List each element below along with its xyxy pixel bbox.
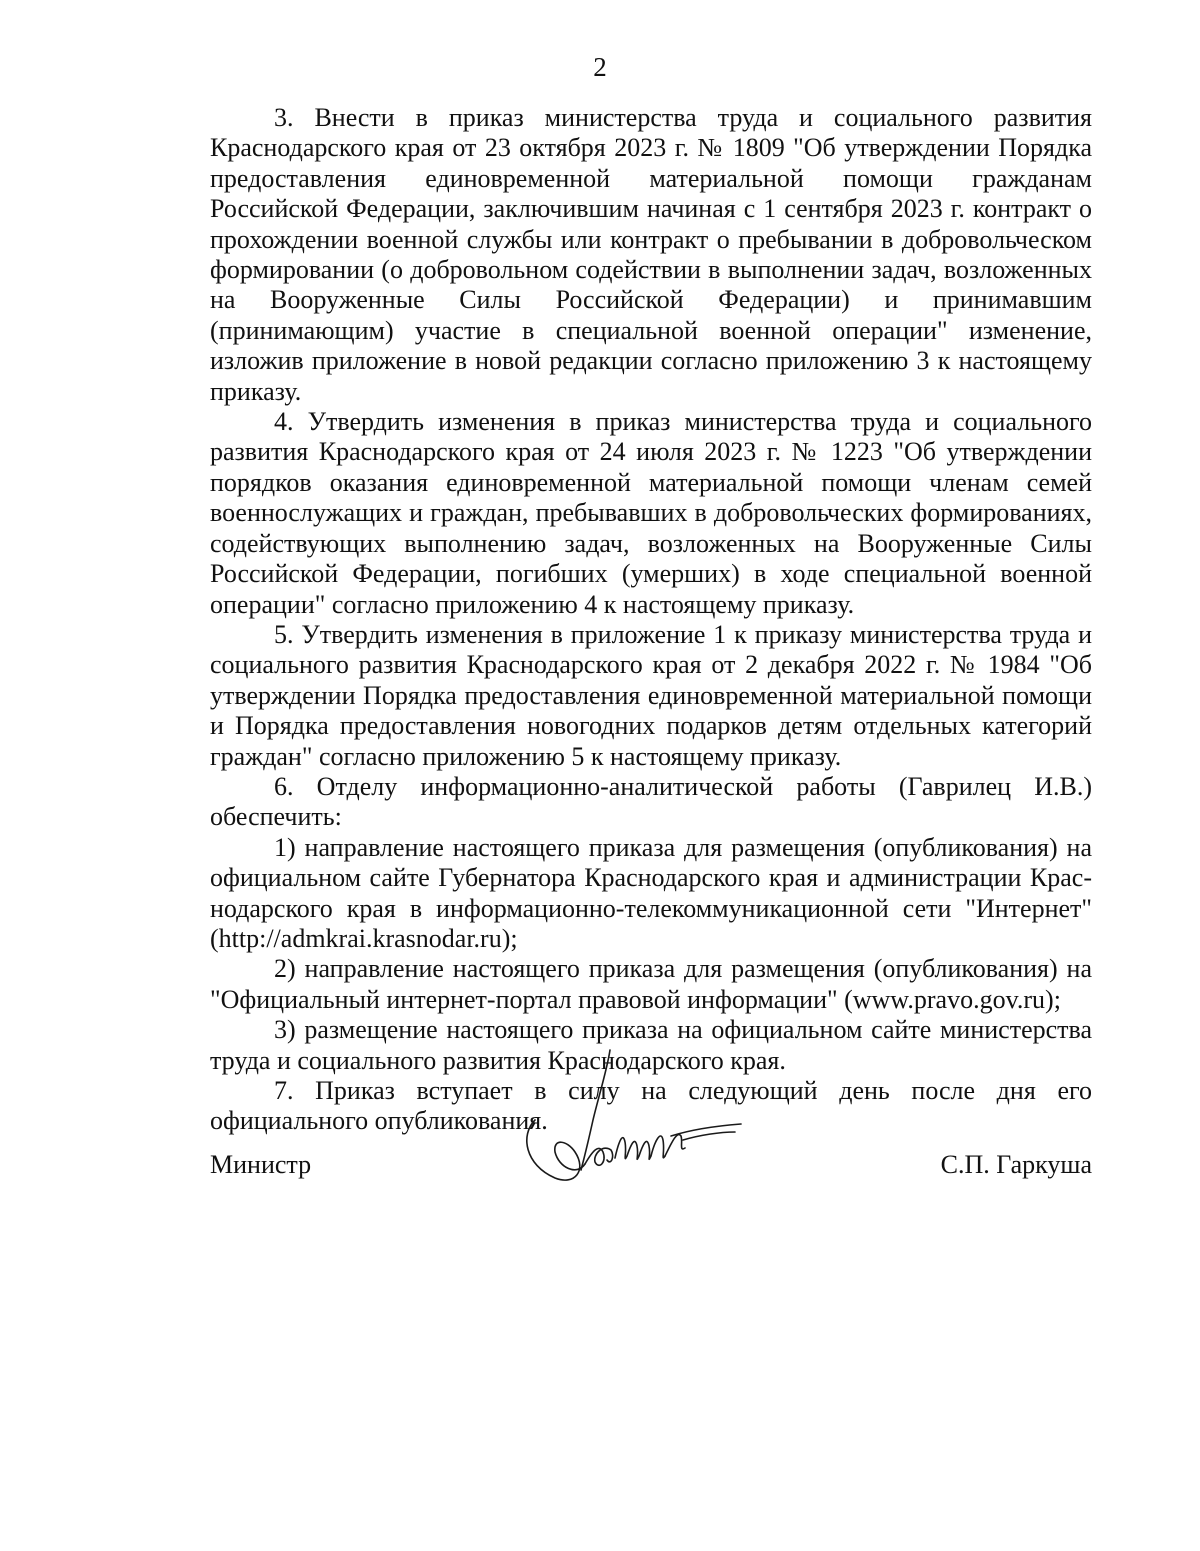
paragraph-6-item-2: 2) направление настоящего приказа для размещения (опубликования) на "Официальный интернет-портал правовой информации" (www.pravo.gov.ru); <box>210 954 1092 1014</box>
document-body <box>210 103 1092 1137</box>
paragraph-6-item-1: 1) направление настоящего приказа для размещения (опубликования) на официальном сайте Губернатора Краснодарского края и администрации Краснодарского края в информационно-телекоммуникационной сети "Интернет" (http://admkrai.krasnodar.ru); <box>210 832 1092 953</box>
paragraph-4: 4. Утвердить изменения в приказ министерства труда и социального развития Краснодарского края от 24 июля 2023 г. № 1223 "Об утверждении порядков оказания единовременной материальной помощи членам семей военнослужащих и граждан, пребывавших в добровольческих формированиях, содействующих выполнению задач, возложенных на Вооруженные Силы Российской Федерации, погибших (умерших) в ходе специальной военной операции" согласно приложению 4 к настоящему приказу. <box>210 407 1092 619</box>
signatory-title: Министр <box>210 1150 312 1179</box>
page-number: 2 <box>593 52 607 82</box>
paragraph-7: 7. Приказ вступает в силу на следующий день после дня его официального опубликования. <box>210 1076 1092 1136</box>
paragraph-6: 6. Отделу информационно-аналитической работы (Гаврилец И.В.) обеспечить: <box>210 771 1092 832</box>
paragraph-5: 5. Утвердить изменения в приложение 1 к приказу министерства труда и социального развития Краснодарского края от 2 декабря 2022 г. № 1984 "Об утверждении Порядка предоставления единовременной материальной помощи и Порядка предоставления новогодних подарков детям отдельных категорий граждан" согласно приложению 5 к настоящему приказу. <box>210 619 1092 771</box>
paragraph-6-item-3: 3) размещение настоящего приказа на официальном сайте министерства труда и социального развития Краснодарского края. <box>210 1015 1092 1075</box>
paragraph-3: 3. Внести в приказ министерства труда и социального развития Краснодарского края от 23 октября 2023 г. № 1809 "Об утверждении Порядка предоставления единовременной материальной помощи гражданам Российской Федерации, заключившим начиная с 1 сентября 2023 г. контракт о прохождении военной службы или контракт о пребывании в добровольческом формировании (о добровольном содействии в выполнении задач, возложенных на Вооруженные Силы Российской Федерации) и принимавшим (принимающим) участие в специальной военной операции" изменение, изложив приложение в новой редакции согласно приложению 3 к настоящему приказу. <box>210 103 1092 406</box>
signatory-name: С.П. Гаркуша <box>940 1150 1092 1179</box>
signature-row <box>210 1150 1092 1184</box>
